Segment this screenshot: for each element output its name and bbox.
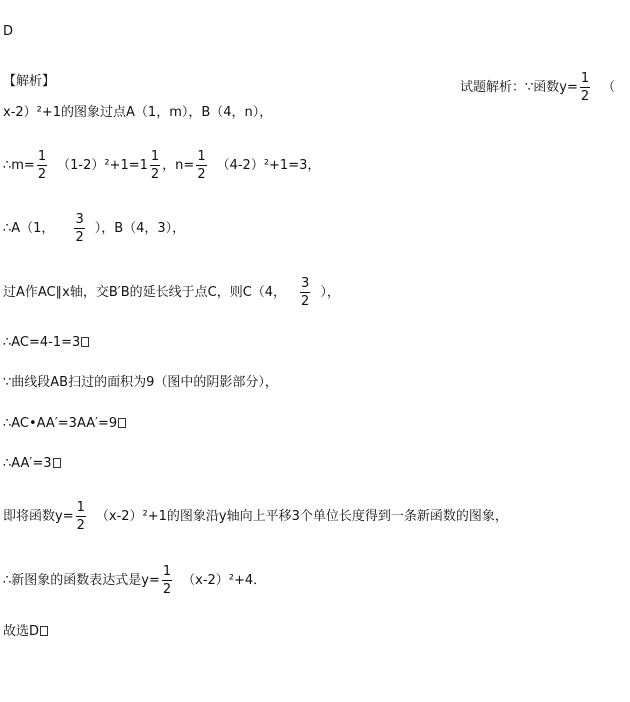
analysis-heading: 【解析】 bbox=[3, 74, 56, 89]
intro-text: 试题解析：∵函数y= bbox=[460, 80, 578, 95]
answer-letter: D bbox=[3, 24, 14, 39]
fraction: $\frac{1}{2}$ bbox=[150, 149, 160, 182]
fraction: $\frac{1}{2}$ bbox=[197, 149, 206, 182]
solution-line-2: ∴m= $\frac{1}{2}$ （1-2）²+1=1 $\frac{1}{2}$ ，n= $\frac{1}{2}$ （4-2）²+1=3， bbox=[3, 149, 321, 182]
solution-line-6: ∵曲线段AB扫过的面积为9（图中的阴影部分）， bbox=[3, 375, 278, 390]
missing-glyph-box bbox=[53, 458, 61, 468]
analysis-intro bbox=[460, 71, 615, 104]
missing-glyph-box bbox=[81, 337, 89, 347]
solution-line-8: ∴AA′=3 bbox=[3, 456, 61, 472]
solution-line-3: ∴A（1， $\frac{3}{2}$ ），B（4，3）， bbox=[3, 212, 186, 245]
solution-conclusion: 故选D bbox=[3, 624, 48, 640]
fraction: $\frac{1}{2}$ bbox=[76, 500, 85, 533]
solution-line-1: x-2）²+1的图象过点A（1，m），B（4，n）， bbox=[3, 105, 273, 120]
solution-line-10: ∴新图象的函数表达式是y= $\frac{1}{2}$ （x-2）²+4． bbox=[3, 564, 267, 597]
fraction: $\frac{3}{2}$ bbox=[75, 212, 84, 245]
solution-line-4: 过A作AC∥x轴，交B′B的延长线于点C，则C（4， $\frac{3}{2}$ ）， bbox=[3, 276, 340, 309]
solution-line-7: ∴AC•AA′=3AA′=9 bbox=[3, 416, 126, 432]
intro-tail: （ bbox=[602, 80, 616, 95]
missing-glyph-box bbox=[40, 626, 48, 636]
missing-glyph-box bbox=[118, 418, 126, 428]
fraction: $\frac{1}{2}$ bbox=[162, 564, 172, 597]
solution-line-9: 即将函数y= $\frac{1}{2}$ （x-2）²+1的图象沿y轴向上平移3个单位长度得到一条新函数的图象， bbox=[3, 500, 508, 533]
solution-line-5: ∴AC=4-1=3 bbox=[3, 335, 89, 351]
fraction: $\frac{1}{2}$ bbox=[37, 149, 47, 182]
fraction: $\frac{1}{2}$ bbox=[580, 71, 590, 104]
fraction: $\frac{3}{2}$ bbox=[301, 276, 310, 309]
